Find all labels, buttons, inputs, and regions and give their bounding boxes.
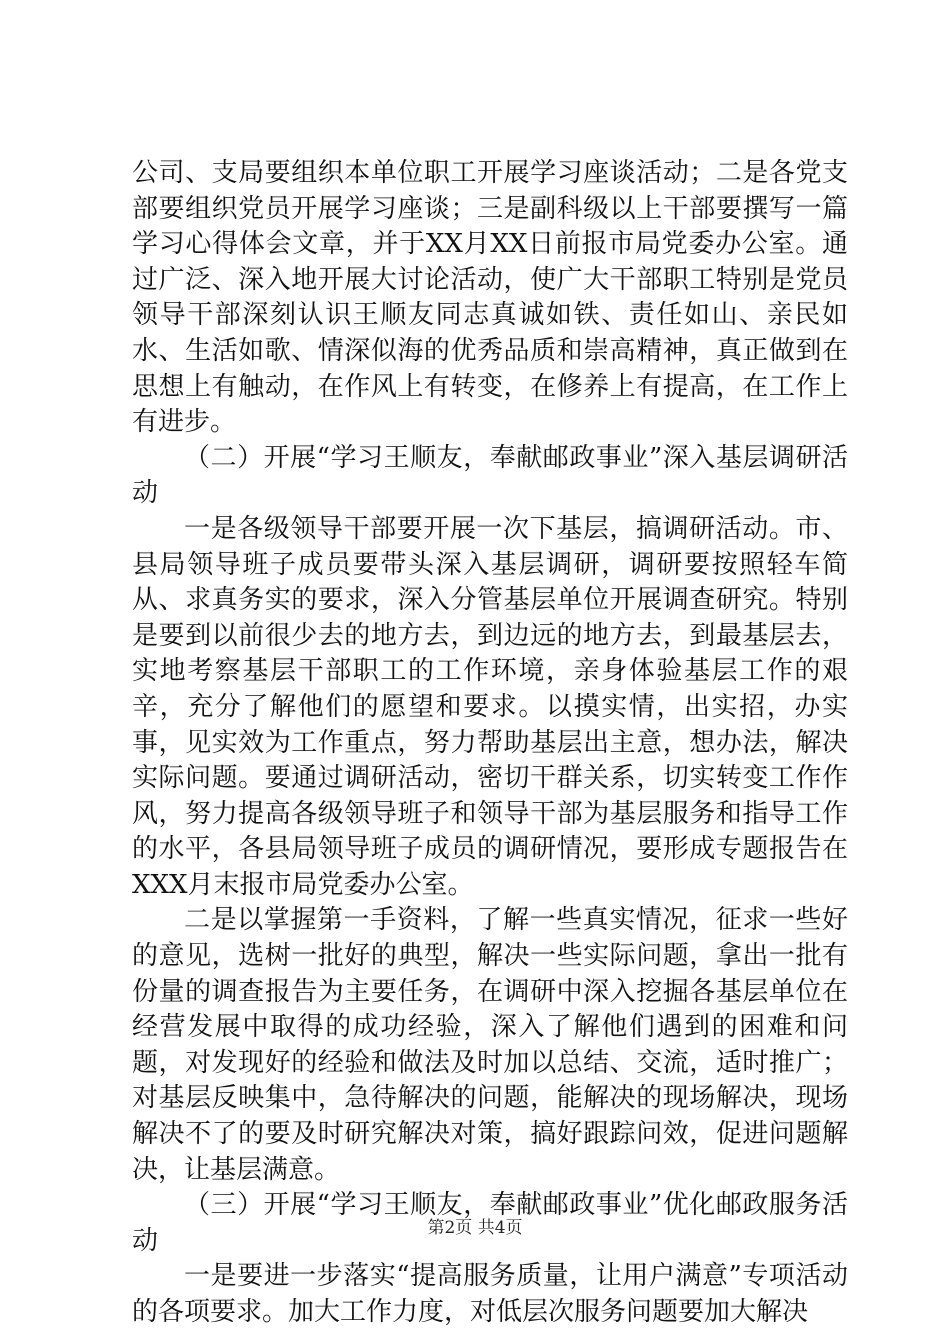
section-heading-2: （二）开展“学习王顺友，奉献邮政事业”深入基层调研活动 bbox=[132, 442, 848, 509]
section-heading-3: （三）开展“学习王顺友，奉献邮政事业”优化邮政服务活动 bbox=[132, 1190, 848, 1256]
paragraph-research-1: 一是各级领导干部要开展一次下基层，搞调研活动。市、县局领导班子成员要带头深入基层调研，调研要按照轻车简从、求真务实的要求，深入分管基层单位开展调查研究。特别是要到以前很少去的地方去，到边远的地方去，到最基层去，实地考察基层干部职工的工作环境，亲身体验基层工作的艰辛，充分了解他们的愿望和要求。以摸实情，出实招，办实事，见实效为工作重点，努力帮助基层出主意，想办法，解决实际问题。要通过调研活动，密切干群关系，切实转变工作作风，努力提高各级领导班子和领导干部为基层服务和指导工作的水平，各县局领导班子成员的调研情况，要形成专题报告在XXX月末报市局党委办公室。 bbox=[132, 513, 848, 900]
paragraph-research-2: 二是以掌握第一手资料，了解一些真实情况，征求一些好的意见，选树一批好的典型，解决一些实际问题，拿出一批有份量的调查报告为主要任务，在调研中深入挖掘各基层单位在经营发展中取得的成功经验，深入了解他们遇到的困难和问题，对发现好的经验和做法及时加以总结、交流，适时推广；对基层反映集中，急待解决的问题，能解决的现场解决，现场解决不了的要及时研究解决对策，搞好跟踪问效，促进问题解决，让基层满意。 bbox=[132, 905, 848, 1185]
document-body bbox=[132, 156, 848, 1331]
paragraph-continuation: 公司、支局要组织本单位职工开展学习座谈活动；二是各党支部要组织党员开展学习座谈；三是副科级以上干部要撰写一篇学习心得体会文章，并于XX月XX日前报市局党委办公室。通过广泛、深入地开展大讨论活动，使广大干部职工特别是党员领导干部深刻认识王顺友同志真诚如铁、责任如山、亲民如水、生活如歌、情深似海的优秀品质和崇高精神，真正做到在思想上有触动，在作风上有转变，在修养上有提高，在工作上有进步。 bbox=[132, 158, 848, 438]
paragraph-service-1: 一是要进一步落实“提高服务质量，让用户满意”专项活动的各项要求。加大工作力度，对低层次服务问题要加大解决 bbox=[132, 1261, 848, 1327]
page-number-footer: 第2页 共4页 bbox=[427, 1218, 523, 1238]
